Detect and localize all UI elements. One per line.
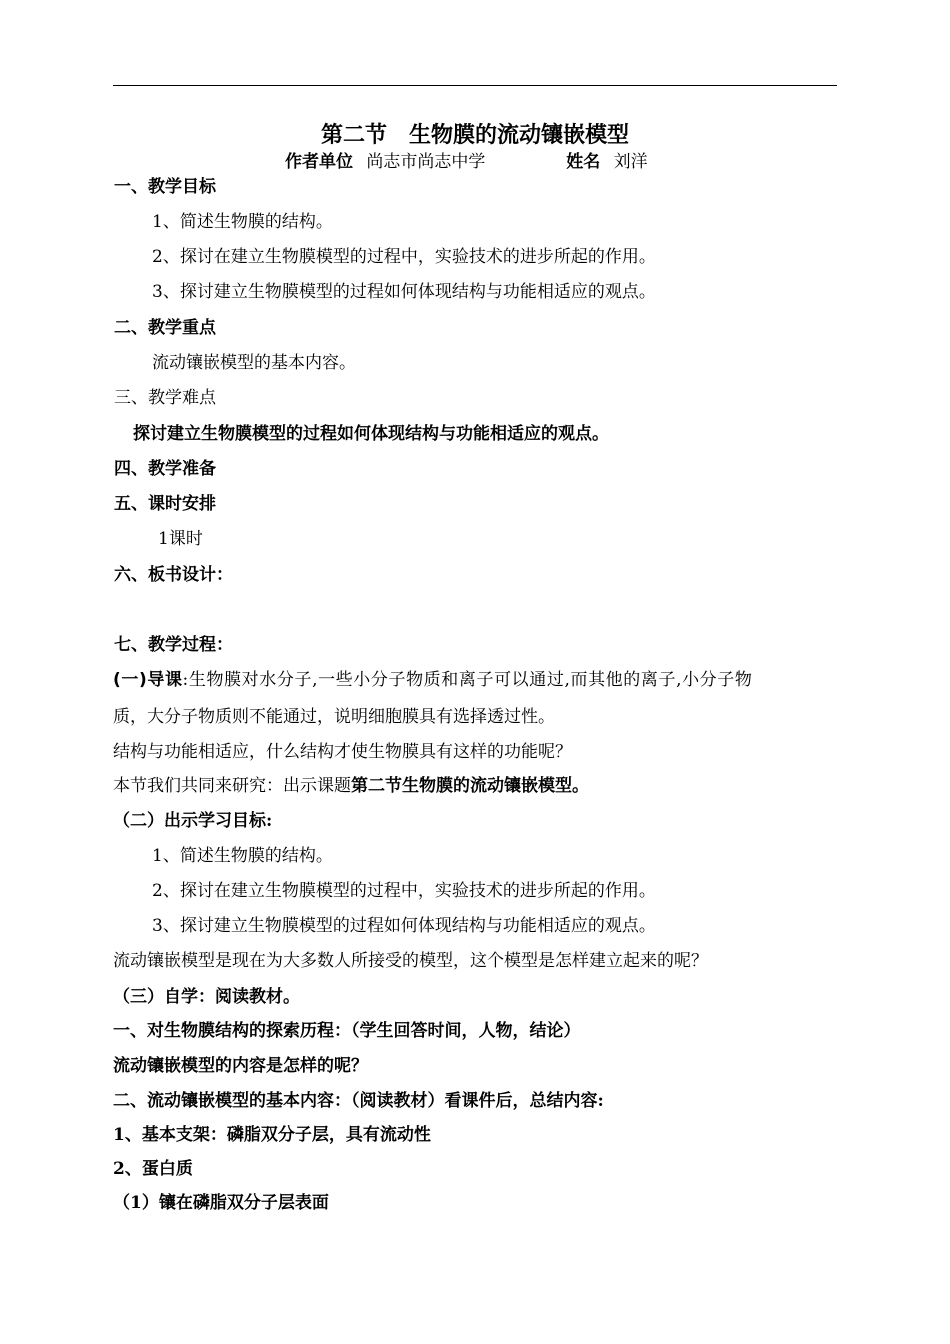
author-line <box>285 151 648 173</box>
intro-topic-prefix: 本节我们共同来研究：出示课题 <box>113 776 351 796</box>
basic-content-item: 2、蛋白质 <box>113 1159 193 1179</box>
objective-item: 1、简述生物膜的结构。 <box>152 212 333 232</box>
self-study-heading: （三）自学：阅读教材。 <box>113 987 300 1007</box>
section-heading-schedule: 五、课时安排 <box>114 494 216 514</box>
intro-line <box>113 669 837 691</box>
objective-item: 2、探讨在建立生物膜模型的过程中，实验技术的进步所起的作用。 <box>152 247 656 267</box>
intro-label: (一)导课 <box>113 670 183 690</box>
key-point-text: 流动镶嵌模型的基本内容。 <box>152 353 356 373</box>
section-heading-board-design: 六、板书设计： <box>114 565 233 585</box>
intro-topic-title: 第二节生物膜的流动镶嵌模型。 <box>351 776 589 796</box>
header-rule <box>113 85 837 86</box>
explore-heading: 一、对生物膜结构的探索历程：（学生回答时间，人物，结论） <box>113 1021 581 1041</box>
name-label: 姓名 <box>566 152 601 172</box>
section-heading-key-points: 二、教学重点 <box>114 318 216 338</box>
section-heading-preparation: 四、教学准备 <box>114 459 216 479</box>
section-heading-process: 七、教学过程： <box>114 635 233 655</box>
author-unit-label: 作者单位 <box>285 152 353 172</box>
goal-item: 1、简述生物膜的结构。 <box>152 846 333 866</box>
intro-line: 质，大分子物质则不能通过，说明细胞膜具有选择透过性。 <box>113 707 555 727</box>
schedule-text: 1课时 <box>158 529 203 549</box>
goal-item: 2、探讨在建立生物膜模型的过程中，实验技术的进步所起的作用。 <box>152 881 656 901</box>
goals-heading: （二）出示学习目标: <box>113 811 273 831</box>
difficulty-text: 探讨建立生物膜模型的过程如何体现结构与功能相适应的观点。 <box>133 424 609 444</box>
basic-content-subitem: （1）镶在磷脂双分子层表面 <box>113 1193 329 1213</box>
content-question: 流动镶嵌模型的内容是怎样的呢？ <box>113 1056 368 1076</box>
intro-line: 结构与功能相适应，什么结构才使生物膜具有这样的功能呢？ <box>113 742 572 762</box>
author-name: 刘洋 <box>613 152 648 172</box>
author-unit: 尚志市尚志中学 <box>366 152 486 172</box>
section-heading-difficulties: 三、教学难点 <box>114 388 216 408</box>
model-question: 流动镶嵌模型是现在为大多数人所接受的模型，这个模型是怎样建立起来的呢？ <box>113 951 708 971</box>
intro-text: :生物膜对水分子,一些小分子物质和离子可以通过,而其他的离子,小分子物 <box>182 670 753 690</box>
section-heading-objectives: 一、教学目标 <box>114 177 216 197</box>
intro-line <box>113 775 589 797</box>
goal-item: 3、探讨建立生物膜模型的过程如何体现结构与功能相适应的观点。 <box>152 916 656 936</box>
basic-content-item: 1、基本支架：磷脂双分子层，具有流动性 <box>113 1125 431 1145</box>
document-title: 第二节 生物膜的流动镶嵌模型 <box>320 123 629 148</box>
objective-item: 3、探讨建立生物膜模型的过程如何体现结构与功能相适应的观点。 <box>152 282 656 302</box>
basic-content-heading: 二、流动镶嵌模型的基本内容：（阅读教材）看课件后，总结内容: <box>113 1091 604 1111</box>
